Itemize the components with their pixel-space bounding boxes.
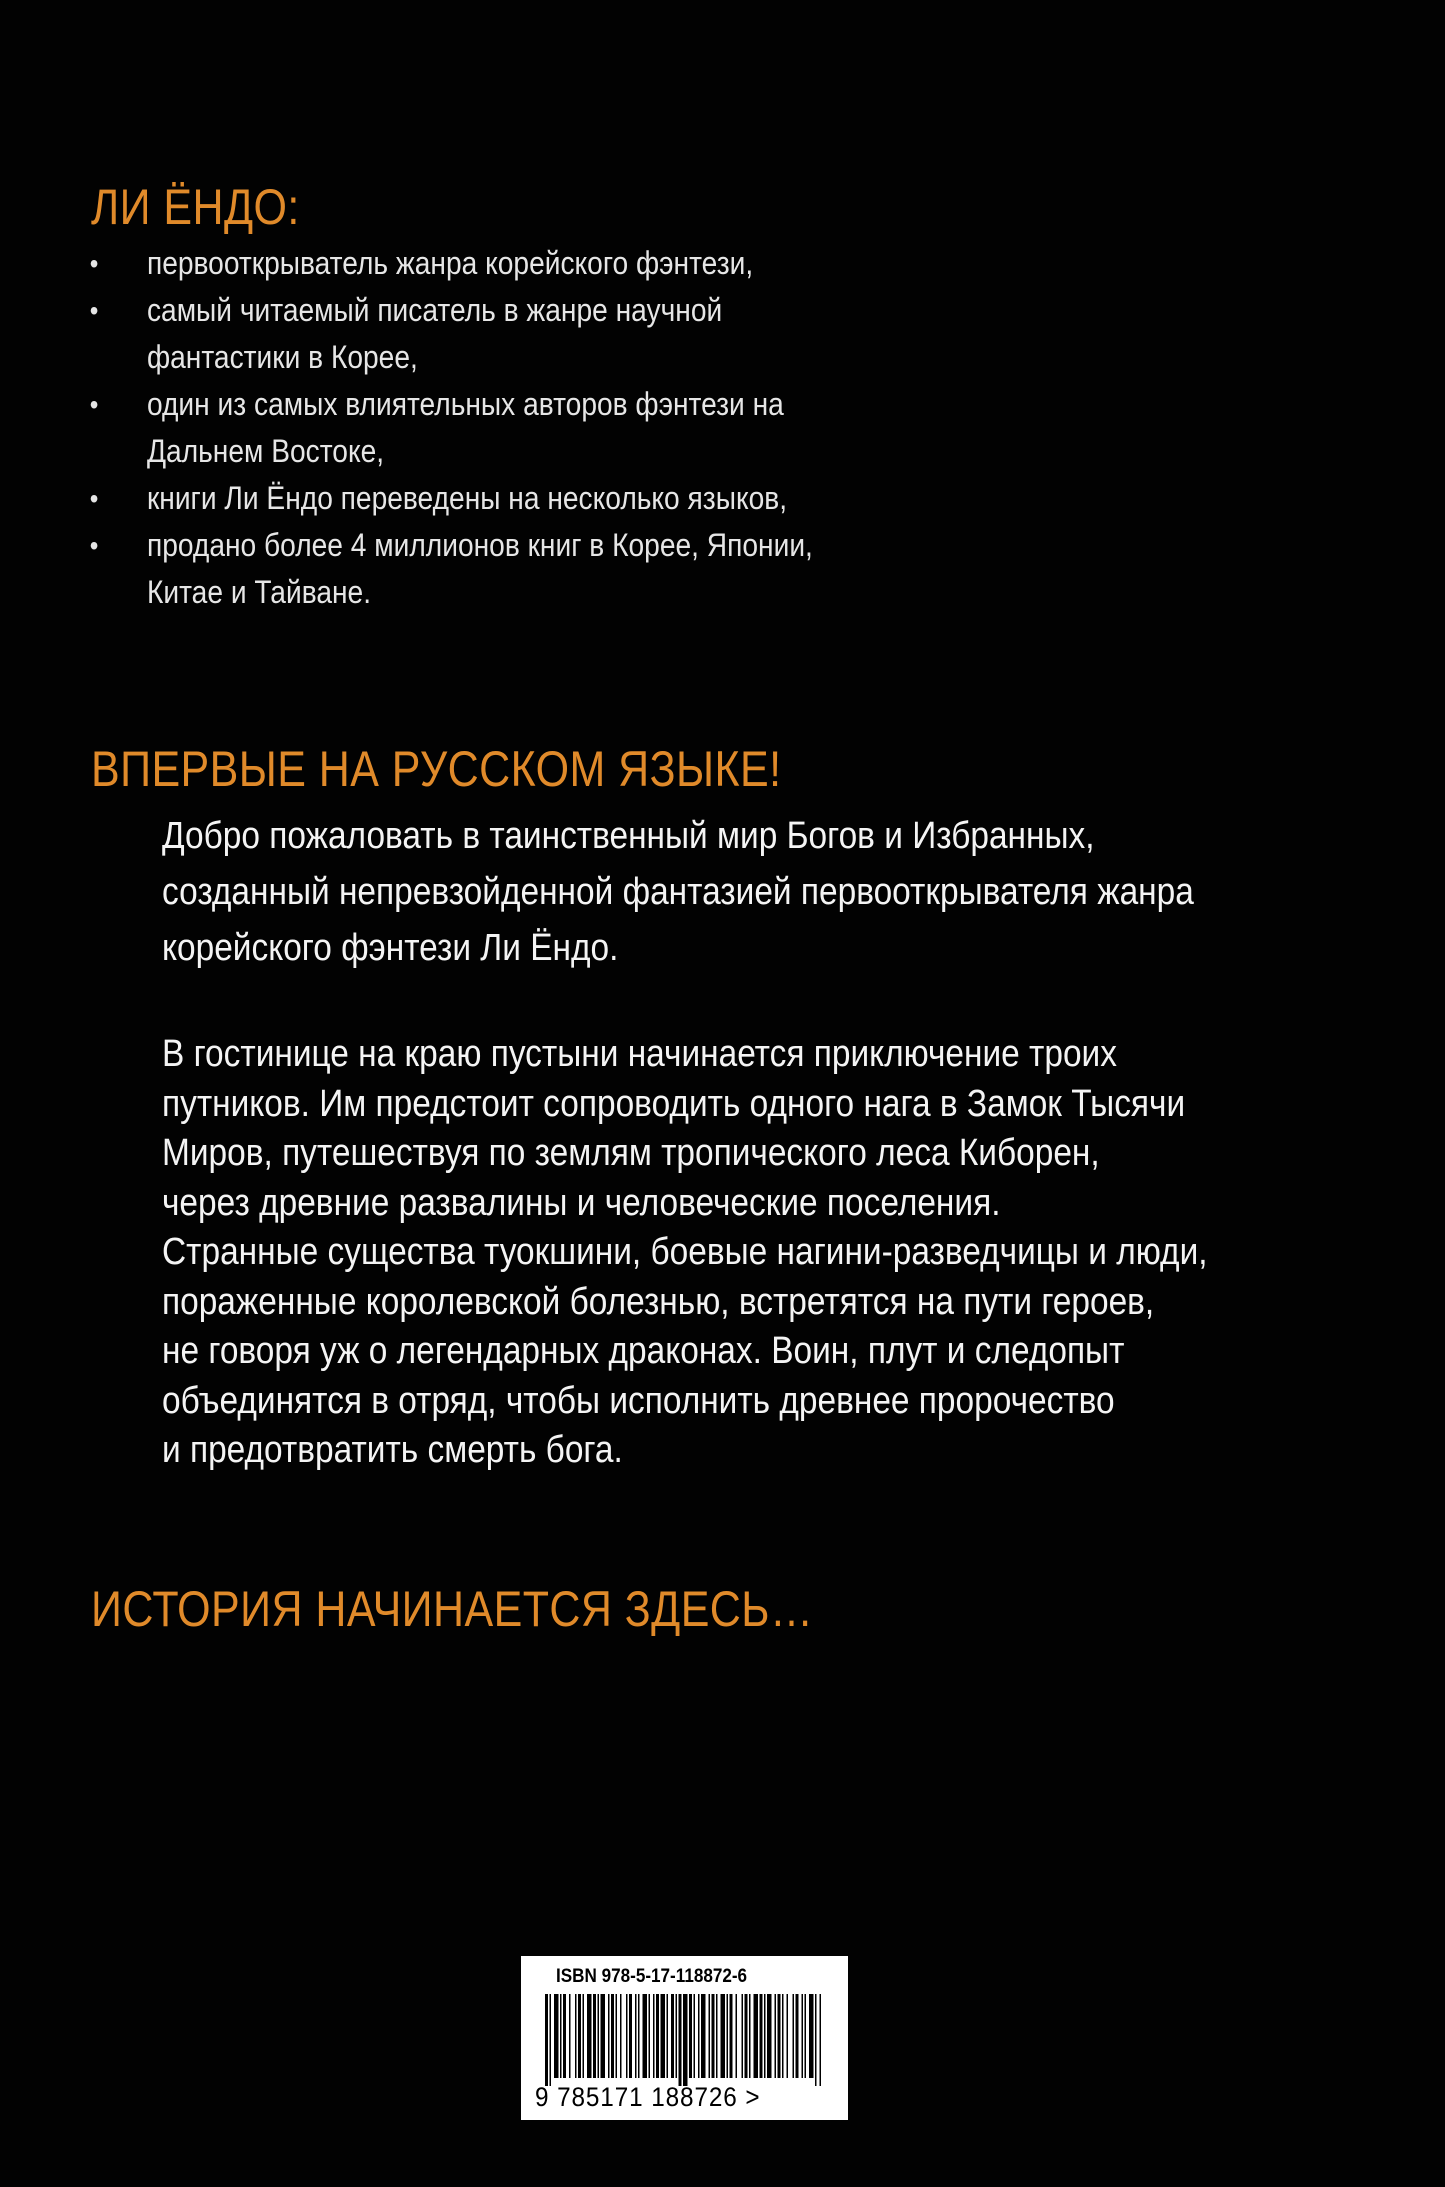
barcode-bar [712, 1994, 715, 2078]
barcode-bar [775, 1994, 777, 2078]
barcode-bar [608, 1994, 610, 2078]
paragraph-line: объединятся в отряд, чтобы исполнить древнее пророчество [162, 1379, 1115, 1422]
list-item-text: продано более 4 миллионов книг в Корее, Японии, [146, 527, 813, 563]
barcode-bar [745, 1994, 748, 2078]
paragraph-line: пораженные королевской болезнью, встретятся на пути героев, [162, 1280, 1155, 1323]
list-item [88, 381, 880, 475]
barcode-bar [578, 1994, 581, 2078]
barcode-bar [611, 1994, 614, 2078]
closing-heading: ИСТОРИЯ НАЧИНАЕТСЯ ЗДЕСЬ… [91, 1581, 814, 1637]
barcode-bars-icon [539, 1994, 829, 2086]
barcode-bar [649, 1994, 651, 2078]
author-heading: ЛИ ЁНДО: [91, 179, 300, 235]
story-paragraph [162, 1030, 1218, 1476]
barcode-bar [778, 1994, 781, 2078]
paragraph-line: через древние развалины и человеческие поселения. [162, 1181, 1001, 1224]
list-item-text: Китае и Тайване. [146, 574, 372, 610]
barcode-bar [698, 1994, 700, 2078]
barcode-bar [550, 1994, 552, 2086]
paragraph-line: и предотвратить смерть бога. [162, 1429, 623, 1471]
barcode-bar [805, 1994, 807, 2078]
barcode-bar [742, 1994, 744, 2078]
barcode-bar [661, 1994, 666, 2078]
barcode-bar [787, 1994, 789, 2078]
barcode-bar [754, 1994, 759, 2078]
barcode-bar [683, 1994, 688, 2086]
barcode-bar [653, 1994, 655, 2078]
barcode-bar [716, 1994, 718, 2078]
barcode-bar [676, 1994, 678, 2078]
barcode-bar [587, 1994, 592, 2078]
barcode-bar [736, 1994, 738, 2078]
barcode-bar [782, 1994, 784, 2078]
barcode-bar [545, 1994, 548, 2086]
list-item-text: самый читаемый писатель в жанре научной [146, 292, 723, 328]
list-item [88, 475, 880, 522]
barcode-bar [598, 1994, 600, 2078]
paragraph-line: Добро пожаловать в таинственный мир Богов и Избранных, [162, 815, 1095, 857]
barcode-bar [583, 1994, 585, 2078]
barcode-bar [656, 1994, 659, 2078]
list-item-text: первооткрыватель жанра корейского фэнтези, [146, 245, 754, 281]
barcode-bar [721, 1994, 726, 2078]
barcode-bar [727, 1994, 729, 2078]
bullet-icon: • [89, 389, 99, 420]
barcode-bar [815, 1994, 817, 2086]
barcode-bar [554, 1994, 559, 2078]
list-item [88, 287, 880, 381]
list-item [88, 522, 880, 616]
first-time-heading: ВПЕРВЫЕ НА РУССКОМ ЯЗЫКЕ! [91, 741, 782, 797]
intro-paragraph [162, 808, 1218, 976]
barcode-bar [560, 1994, 562, 2078]
barcode-bar [802, 1994, 804, 2078]
list-item [88, 240, 880, 287]
paragraph-line: корейского фэнтези Ли Ёндо. [162, 927, 619, 969]
barcode-bar [563, 1994, 566, 2078]
bullet-icon: • [89, 483, 99, 514]
bullet-icon: • [89, 530, 99, 561]
barcode-bar [616, 1994, 618, 2078]
bullet-icon: • [89, 295, 99, 326]
barcode-bar [767, 1994, 772, 2078]
barcode-bar [638, 1994, 640, 2078]
barcode-bar [793, 1994, 795, 2078]
barcode-bar [764, 1994, 766, 2078]
barcode-bar [689, 1994, 692, 2078]
list-item-text: книги Ли Ёндо переведены на несколько языков, [146, 480, 788, 516]
barcode-bar [626, 1994, 628, 2078]
paragraph-line: не говоря уж о легендарных драконах. Воин, плут и следопыт [162, 1330, 1125, 1372]
barcode-bar [749, 1994, 751, 2078]
barcode-bar [760, 1994, 763, 2078]
barcode-bar [820, 1994, 822, 2086]
paragraph-line: Странные существа туокшини, боевые нагини-разведчицы и люди, [162, 1231, 1208, 1273]
paragraph-line: Миров, путешествуя по землям тропического леса Киборен, [162, 1132, 1100, 1174]
barcode-digits: 9 785171 188726 > [535, 2082, 761, 2112]
bullet-icon: • [89, 248, 99, 279]
barcode-bar [620, 1994, 622, 2078]
barcode-bar [796, 1994, 799, 2078]
isbn-label: ISBN 978-5-17-118872-6 [556, 1966, 748, 1987]
isbn-barcode [521, 1956, 848, 2120]
paragraph-line: созданный непревзойденной фантазией первооткрывателя жанра [162, 871, 1194, 913]
barcode-bar [671, 1994, 674, 2078]
barcode-bar [701, 1994, 706, 2078]
author-facts-list [88, 240, 988, 616]
list-item-text: Дальнем Востоке, [146, 433, 385, 469]
barcode-bar [601, 1994, 606, 2078]
barcode-bar [575, 1994, 577, 2078]
barcode-bar [635, 1994, 637, 2078]
barcode-bar [593, 1994, 596, 2078]
barcode-bar [667, 1994, 669, 2078]
barcode-bar [643, 1994, 648, 2078]
barcode-bar [679, 1994, 682, 2086]
paragraph-line: В гостинице на краю пустыни начинается приключение троих [162, 1033, 1117, 1075]
barcode-bar [709, 1994, 711, 2078]
list-item-text: один из самых влиятельных авторов фэнтези на [146, 386, 784, 422]
barcode-bar [629, 1994, 632, 2078]
barcode-bar [730, 1994, 733, 2078]
barcode-bar [694, 1994, 696, 2078]
paragraph-line: путников. Им предстоит сопроводить одного нага в Замок Тысячи [162, 1082, 1186, 1125]
barcode-bar [569, 1994, 571, 2078]
barcode-bar [809, 1994, 814, 2078]
list-item-text: фантастики в Корее, [146, 339, 418, 375]
